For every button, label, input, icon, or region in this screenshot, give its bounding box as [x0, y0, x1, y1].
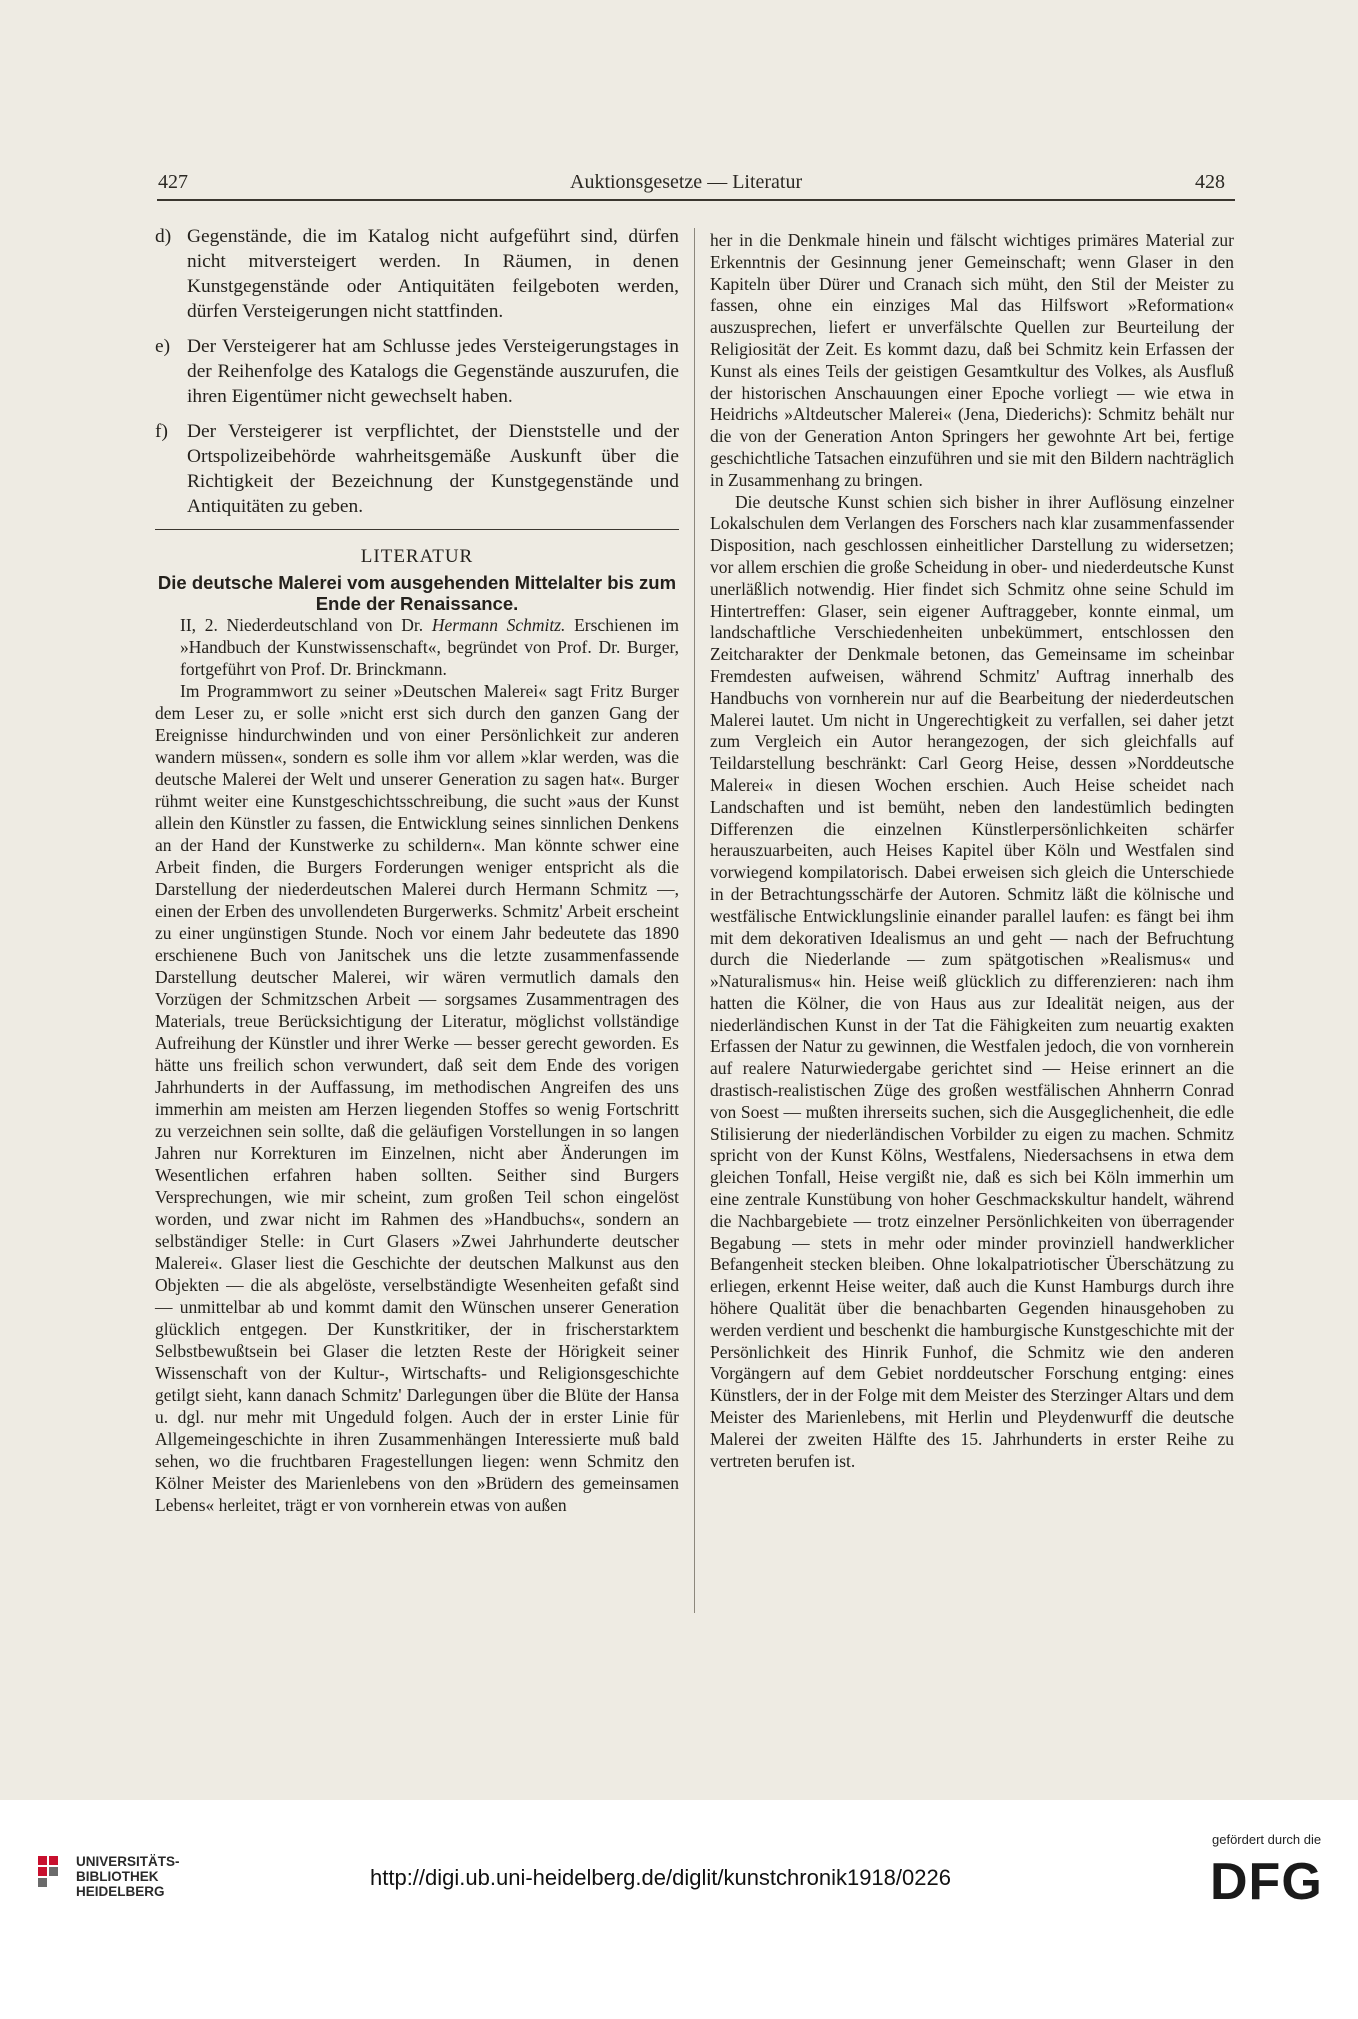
library-line: UNIVERSITÄTS-	[76, 1854, 180, 1869]
section-rule	[155, 529, 679, 530]
book-title: Die deutsche Malerei vom ausgehenden Mittelalter bis zum Ende der Renaissance.	[157, 572, 677, 614]
review-paragraph: Die deutsche Kunst schien sich bisher in ihrer Auflösung einzelner Lokalschulen dem Verlangen des Forschers nach klar zusammenfassender Disposition, nach geschlossen einheitlicher Darstellung zu widersetzen; vor allem erschien die große Scheidung in ober- und niederdeutsche Kunst unerläßlich notwendig. Hier findet sich Schmitz ohne seine Schuld im Hintertreffen: Glaser, sein eigener Auftraggeber, konnte einmal, um landschaftliche Verschiedenheiten unbekümmert, entschlossen den Zeitcharakter der Denkmale betonen, das Gemeinsame im scheinbar Fremdesten aufweisen, während Schmitz' Auftrag innerhalb des Handbuchs von vornherein nur auf die Bearbeitung der niederdeutschen Malerei lautet. Um nicht in Ungerechtigkeit zu verfallen, sei daher jetzt zum Vergleich ein Autor herangezogen, der sich gleichfalls auf Teildarstellung beschränkt: Carl Georg Heise, dessen »Norddeutsche Malerei« in diesen Wochen erschien. Auch Heise scheidet nach Landschaften und ist bemüht, neben den landestümlich bedingten Differenzen die einzelnen Künstlerpersönlichkeiten schärfer herauszuarbeiten, auch Heises Kapitel über Köln und Westfalen sind vorwiegend kompilatorisch. Dabei erweisen sich gleich die Unterschiede in der Betrachtungsschärfe der Autoren. Schmitz läßt die kölnische und westfälische Entwicklungslinie einander parallel laufen: es fängt bei ihm mit dem dekorativen Idealismus an und geht — nach der Befruchtung durch die Niederlande — zum spätgotischen »Realismus« und »Naturalismus« hin. Heise weiß glücklich zu differenzieren: nach ihm hatten die Kölner, die von Haus aus zur Idealität neigen, aus der niederländischen Kunst in der Tat die Fähigkeiten zum neuartig exakten Erfassen der Natur zu gewinnen, die Westfalen jedoch, die von vornherein auf realere Naturwiedergabe gerichtet sind — Heise erinnert an die drastisch-realistischen Züge des großen westfälischen Ahnherrn Conrad von Soest — mußten ihrerseits suchen, sich die Ausgeglichenheit, die edle Stilisierung der niederländischen Vorbilder zu eigen zu machen. Schmitz spricht von der Kunst Kölns, Westfalens, Niedersachsens in etwa dem gleichen Tonfall, Heise vergißt nie, daß es sich bei Köln immerhin um eine zentrale Kunstübung von hoher Geschmackskultur handelt, während die Nachbargebiete — trotz einzelner Persönlichkeiten von überragender Begabung — stets in mehr oder minder provinziell handwerklicher Befangenheit stecken bleiben. Ohne lokalpatriotischer Überschätzung zu erliegen, erkennt Heise weiter, daß auch die Kunst Hamburgs durch ihre höhere Qualität über die benachbarten Gegenden hinausgehoben zu werden verdient und beschenkt die hamburgische Kunstgeschichte mit der Persönlichkeit des Hinrik Funhof, die Schmitz wie den anderen Vorgängern auf dem Gebiet norddeutscher Forschung entging: eines Künstlers, der in der Folge mit dem Meister des Sterzinger Altars und dem Meister des Marienlebens, mit Herlin und Pleydenwurff die deutsche Malerei der zweiten Hälfte des 15. Jahrhunderts in erster Reihe zu vertreten berufen ist.	[710, 491, 1234, 1471]
book-author: Hermann Schmitz.	[431, 615, 566, 635]
book-info-part2: Erschienen im »Handbuch der Kunstwissenschaft«, begründet von Prof. Dr. Burger, fortgeführt von Prof. Dr. Brinckmann.	[180, 615, 679, 679]
review-paragraph: her in die Denkmale hinein und fälscht wichtiges primäres Material zur Erkenntnis der Gesinnung jener Gemeinschaft; wenn Glaser in den Kapiteln über Dürer und Cranach sich müht, den Stil der Meister zu fassen, ohne ein einziges Mal das Hilfswort »Reformation« auszusprechen, liefert er unverfälschte Quellen zur Beurteilung der Religiosität der Zeit. Es kommt dazu, daß bei Schmitz kein Erfassen der Kunst als eines Teils der geistigen Gesamtkultur des Volkes, als Ausfluß der historischen Anschauungen einer Epoche vorliegt — wie etwa in Heidrichs »Altdeutscher Malerei« (Jena, Diederichs): Schmitz behält nur die von der Generation Anton Springers her gewohnte Art bei, fertige geschichtliche Tatsachen einzuführen und sie mit den Bildern nachträglich in Zusammenhang zu bringen.	[710, 230, 1234, 490]
header-rule	[157, 199, 1235, 201]
column-divider	[694, 228, 695, 1613]
source-url-link[interactable]: http://digi.ub.uni-heidelberg.de/diglit/kunstchronik1918/0226	[370, 1865, 951, 1890]
running-title: Auktionsgesetze — Literatur	[570, 171, 803, 193]
review-paragraph: Im Programmwort zu seiner »Deutschen Malerei« sagt Fritz Burger dem Leser zu, er solle »nicht erst sich durch den ganzen Gang der Ereignisse hindurchwinden und von einer Persönlichkeit zur anderen wandern müssen«, sondern es solle ihm vor allem »klar werden, was die deutsche Malerei der Welt und unserer Generation zu sagen hat«. Burger rühmt weiter eine Kunstgeschichtsschreibung, die sucht »aus der Kunst allein den Künstler zu fassen, die Entwicklung seines sinnlichen Denkens an der Hand der Kunstwerke zu schildern«. Man könnte schwer eine Arbeit finden, die Burgers Forderungen weniger entspricht als die Darstellung der niederdeutschen Malerei durch Hermann Schmitz —, einen der Erben des unvollendeten Burgerwerks. Schmitz' Arbeit erscheint zu einer ungünstigen Stunde. Noch vor einem Jahr bedeutete das 1890 erschienene Buch von Janitschek uns die letzte zusammenfassende Darstellung deutscher Malerei, wir wären vermutlich damals den Vorzügen der Schmitzschen Arbeit — sorgsames Zusammentragen des Materials, treue Berücksichtigung der Literatur, möglichst vollständige Aufreihung der Künstler und ihrer Werke — besser gerecht geworden. Es hätte uns freilich schon verwundert, daß seit dem Ende des vorigen Jahrhunderts in der Auffassung, im methodischen Angreifen des uns immerhin am meisten am Herzen liegenden Stoffes so wenig Fortschritt zu verzeichnen sein sollte, daß die geläufigen Vorstellungen in so langen Jahren nur Korrekturen im Einzelnen, nicht aber Änderungen im Wesentlichen erfahren haben sollten. Seither sind Burgers Versprechungen, wie mir scheint, zum großen Teil schon eingelöst worden, und zwar nicht im Rahmen des »Handbuchs«, sondern an selbständiger Stelle: in Curt Glasers »Zwei Jahrhunderte deutscher Malerei«. Glaser liest die Geschichte der deutschen Malkunst aus den Objekten — die als abgelöste, verselbständigte Wesenheiten gefaßt sind — unmittelbar ab und kommt damit den Wünschen unserer Generation glücklich entgegen. Der Kunstkritiker, der in frischerstarktem Selbstbewußtsein bei Glaser die letzten Reste der Hörigkeit seiner Wissenschaft von der Kultur-, Wirtschafts- und Religionsgeschichte getilgt sieht, kann danach Schmitz' Darlegungen über die Blüte der Hansa u. dgl. nur mehr mit Ungeduld folgen. Auch der in erster Linie für Allgemeingeschichte in ihren Zusammenhängen Interessierte muß bald sehen, wo die fruchtbaren Fragestellungen liegen: wenn Schmitz den Kölner Meister des Marienlebens von den »Brüdern des gemeinsamen Lebens« herleitet, trägt er von vornherein etwas von außen	[155, 681, 679, 1515]
list-marker: f)	[155, 421, 168, 442]
section-heading: LITERATUR	[360, 546, 474, 567]
list-text: Der Versteigerer ist verpflichtet, der Dienststelle und der Ortspolizeibehörde wahrheitsgemäße Auskunft über die Richtigkeit der Bezeichnung der Kunstgegenstände und Antiquitäten zu geben.	[187, 421, 679, 517]
university-library-name	[76, 1854, 180, 1899]
funding-label: gefördert durch die	[1212, 1832, 1322, 1847]
page-number-left: 427	[158, 171, 188, 193]
list-item-f	[155, 419, 679, 519]
university-library-logo-icon	[38, 1856, 70, 1896]
list-text: Gegenstände, die im Katalog nicht aufgeführt sind, dürfen nicht mitversteigert werden. In Räumen, in denen Kunstgegenstände oder Antiquitäten feilgeboten werden, dürfen Versteigerungen nicht stattfinden.	[187, 226, 679, 322]
list-marker: e)	[155, 336, 171, 357]
list-text: Der Versteigerer hat am Schlusse jedes Versteigerungstages in der Reihenfolge des Katalogs die Gegenstände auszurufen, die ihren Eigentümer nicht gewechselt haben.	[187, 336, 679, 407]
dfg-logo: DFG	[1210, 1853, 1323, 1911]
book-info-part1: II, 2. Niederdeutschland von Dr.	[180, 615, 432, 635]
library-line: BIBLIOTHEK	[76, 1869, 159, 1884]
book-citation	[180, 614, 679, 680]
list-item-d	[155, 224, 679, 324]
footer-bar	[0, 1800, 1358, 2019]
list-item-e	[155, 334, 679, 409]
library-line: HEIDELBERG	[76, 1884, 165, 1899]
page-number-right: 428	[1195, 171, 1225, 193]
right-column	[710, 230, 1234, 1472]
list-marker: d)	[155, 226, 172, 247]
left-column	[155, 224, 679, 1516]
